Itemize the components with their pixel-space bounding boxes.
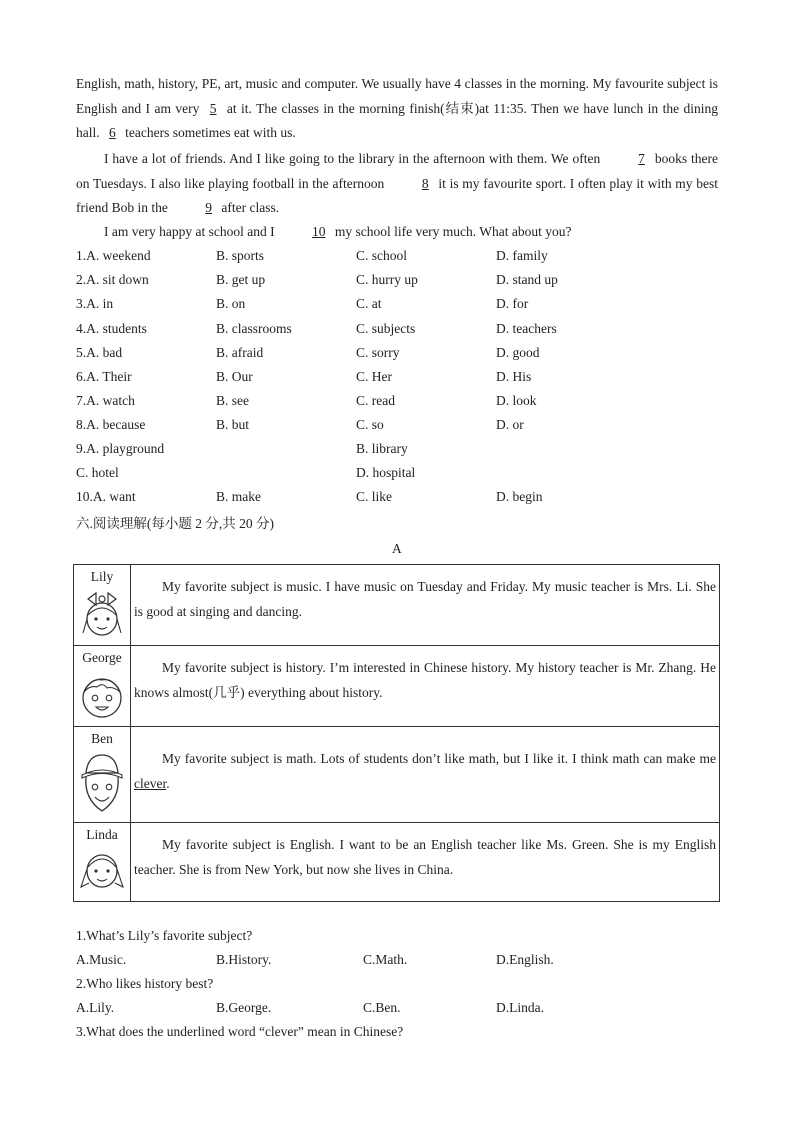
question-2: [76, 972, 718, 996]
passage-paragraph-1: [76, 72, 718, 146]
option-c: C. Her: [356, 369, 392, 384]
question-text: 1.What’s Lily’s favorite subject?: [76, 928, 253, 943]
girl-face-icon: [79, 589, 125, 641]
option-row-5: [76, 341, 718, 365]
option-d: D. or: [496, 417, 524, 433]
name-cell: [74, 646, 131, 727]
option-a: 5.A. bad: [76, 344, 123, 360]
option-b: B. make: [216, 489, 261, 504]
option-a: 3.A. in: [76, 296, 114, 312]
name-cell: [74, 565, 131, 646]
option-row-9: [76, 437, 718, 461]
name-cell: [74, 823, 131, 902]
text: after class.: [221, 200, 280, 215]
question-1: [76, 924, 718, 948]
option-b: B. see: [216, 393, 249, 409]
option-d: D.English.: [496, 952, 554, 967]
option-d: D. stand up: [496, 272, 558, 288]
option-b: B. get up: [216, 272, 266, 288]
option-row-3: [76, 292, 718, 316]
table-row: [74, 823, 720, 902]
option-c: C. so: [356, 417, 384, 433]
blank-7: 7: [638, 151, 645, 166]
option-a: 2.A. sit down: [76, 272, 149, 288]
question-text: 3.What does the underlined word “clever” mean in Chinese?: [76, 1024, 404, 1039]
option-row-2: [76, 268, 718, 292]
table-row: [74, 727, 720, 823]
reading-text: My favorite subject is history. I’m interested in Chinese history. My history teacher is Mr. Zhang. He knows almost(几乎) everything about history.: [134, 660, 716, 700]
reading-text: My favorite subject is math. Lots of students don’t like math, but I like it. I think math can make me: [162, 751, 716, 766]
option-b: B. on: [216, 296, 246, 312]
reading-text: My favorite subject is English. I want to be an English teacher like Ms. Green. She is my English teacher. She is from New York, but now she lives in China.: [134, 837, 716, 877]
person-name: George: [82, 650, 122, 665]
option-a: A.Lily.: [76, 1000, 115, 1015]
table-row: [74, 565, 720, 646]
reading-table: [73, 564, 720, 902]
option-row-8: [76, 413, 718, 437]
question-1-options: [76, 948, 718, 972]
text: books there on Tuesdays. I also like playing football in the afternoon: [76, 151, 719, 191]
option-a: 7.A. watch: [76, 393, 135, 409]
option-b: B. classrooms: [216, 320, 292, 336]
option-c: C. hotel: [76, 465, 119, 480]
option-d: D. His: [496, 369, 532, 384]
option-a: 8.A. because: [76, 417, 146, 433]
text: I have a lot of friends. And I like going to the library in the afternoon with them. We often: [104, 151, 601, 166]
reading-text: .: [166, 775, 170, 791]
section-title: 六.阅读理解(每小题 2 分,共 20 分): [76, 516, 274, 531]
blank-8: 8: [421, 175, 429, 191]
text-cell: [131, 727, 720, 823]
option-d: D. begin: [496, 489, 543, 504]
option-a: 6.A. Their: [76, 369, 132, 384]
option-d: D. good: [496, 344, 540, 360]
text-cell: [131, 565, 720, 646]
text: English, math, history, PE, art, music and computer. We usually have 4 classes in the morning. My favourite subject is English and I am very: [76, 76, 718, 116]
passage-paragraph-2: [76, 147, 718, 221]
option-c: C. read: [356, 393, 395, 409]
blank-6: 6: [109, 125, 116, 140]
question-text: 2.Who likes history best?: [76, 976, 214, 991]
option-row-10: [76, 485, 718, 509]
question-2-options: [76, 996, 718, 1020]
boy-cap-face-icon: [78, 751, 126, 819]
option-d: D. look: [496, 393, 537, 409]
option-c: C.Math.: [363, 952, 408, 967]
passage-paragraph-3: [76, 220, 718, 245]
underlined-word: clever: [134, 775, 167, 791]
text: teachers sometimes eat with us.: [125, 125, 296, 140]
option-a: 1.A. weekend: [76, 248, 151, 263]
blank-5: 5: [209, 100, 217, 116]
option-b: B.History.: [216, 952, 272, 967]
option-c: C. at: [356, 296, 382, 312]
option-d: D. for: [496, 296, 529, 312]
option-row-9-cont: [76, 461, 718, 485]
option-b: B. but: [216, 417, 250, 433]
option-d: D. teachers: [496, 320, 557, 336]
option-row-4: [76, 317, 718, 341]
option-row-7: [76, 389, 718, 413]
option-c: C. sorry: [356, 344, 400, 360]
person-name: Lily: [90, 569, 114, 584]
person-name: Ben: [91, 731, 113, 746]
option-row-1: [76, 244, 718, 268]
option-b: B. sports: [216, 248, 265, 263]
name-cell: [74, 727, 131, 823]
option-a: 10.A. want: [76, 489, 136, 504]
option-a: 4.A. students: [76, 320, 147, 336]
person-name: Linda: [86, 827, 118, 842]
blank-9: 9: [205, 200, 212, 215]
option-c: C.Ben.: [363, 1000, 401, 1015]
question-3: [76, 1020, 718, 1044]
option-c: C. school: [356, 248, 408, 263]
option-a: 9.A. playground: [76, 441, 165, 456]
option-row-6: [76, 365, 718, 389]
text-cell: [131, 646, 720, 727]
option-d: D.Linda.: [496, 1000, 544, 1015]
blank-10: 10: [311, 224, 326, 239]
option-d: D. family: [496, 248, 548, 263]
option-c: C. hurry up: [356, 272, 418, 288]
text: I am very happy at school and I: [104, 224, 275, 239]
reading-text: My favorite subject is music. I have music on Tuesday and Friday. My music teacher is Mrs. Li. She is good at singing and dancing.: [134, 579, 716, 619]
option-d: D. hospital: [356, 465, 416, 480]
option-c: C. subjects: [356, 320, 416, 336]
passage-label: A: [392, 541, 402, 556]
option-a: A.Music.: [76, 952, 127, 967]
option-b: B.George.: [216, 1000, 272, 1015]
text-cell: [131, 823, 720, 902]
table-row: [74, 646, 720, 727]
option-c: C. like: [356, 489, 392, 504]
option-b: B. Our: [216, 369, 253, 384]
girl-pigtails-face-icon: [77, 847, 127, 895]
option-b: B. afraid: [216, 344, 264, 360]
boy-face-icon: [77, 670, 127, 722]
text: it is my favourite sport. I often play it with my best friend Bob in the: [76, 175, 719, 215]
text: my school life very much. What about you?: [334, 224, 572, 239]
option-b: B. library: [356, 441, 408, 456]
text: at it. The classes in the morning finish(结束)at 11:35. Then we have lunch in the dining hall.: [76, 100, 718, 140]
